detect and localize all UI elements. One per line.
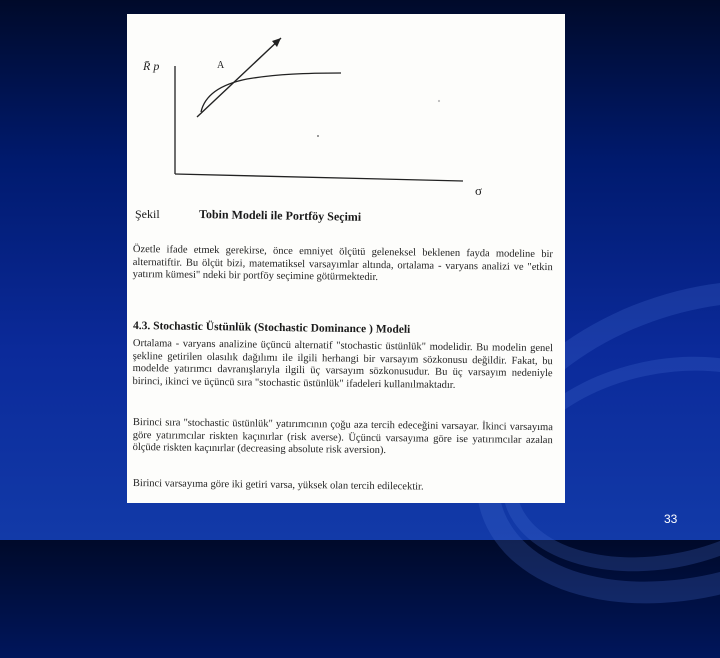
capital-market-line [197,38,281,117]
speck [438,100,440,102]
paragraph: Birinci varsayıma göre iki getiri varsa, yüksek olan tercih edilecektir. [132,478,424,493]
efficient-frontier [201,73,341,112]
portfolio-figure [127,14,565,209]
paragraph: Birinci sıra "stochastic üstünlük" yatırımcının çoğu aza tercih edeceğini varsayar. İkinci varsayıma göre yatırımcılar riskten kaçınırlar (risk averse). Üçüncü varsayıma göre ise yatırımcılar azalan ölçüde riskten kaçınırlar (decreasing absolute risk aversion). [132,417,553,457]
curve-label: A [217,60,225,71]
section-heading: 4.3. Stochastic Üstünlük (Stochastic Dominance ) Modeli [132,320,411,336]
slide-page-number: 33 [664,512,678,526]
figure-caption-number: Şekil [135,207,160,221]
x-axis [175,174,463,181]
paragraph: Özetle ifade etmek gerekirse, önce emniyet ölçütü geleneksel beklenen fayda modeline bir alternatiftir. Bu ölçüt bizi, matematiksel varsayımlar altında, ortalama - varyans analizi ve "etkin yatırım kümesi" ndeki bir portföy seçimine götürmektedir. [132,244,553,283]
y-axis-label: R̄ p [143,59,160,73]
figure-caption-title: Tobin Modeli ile Portföy Seçimi [198,207,362,224]
speck [317,135,319,137]
paragraph: Ortalama - varyans analizine üçüncü alternatif "stochastic üstünlük" modelidir. Bu modelin genel şekline getirilen olasılık dağılımı ile ilgili herhangi bir varsayım sözkonusu değildir. Fakat, bu modelde yatırımcı davranışlarıyla ilgili üç varsayım sözkonusudur. Bu üç varsayım nedeniyle birinci, ikinci ve üçüncü sıra "stochastic üstünlük" ifadeleri kullanılmaktadır. [132,338,553,391]
x-axis-label: σ [475,183,483,198]
scanned-page [127,14,565,503]
